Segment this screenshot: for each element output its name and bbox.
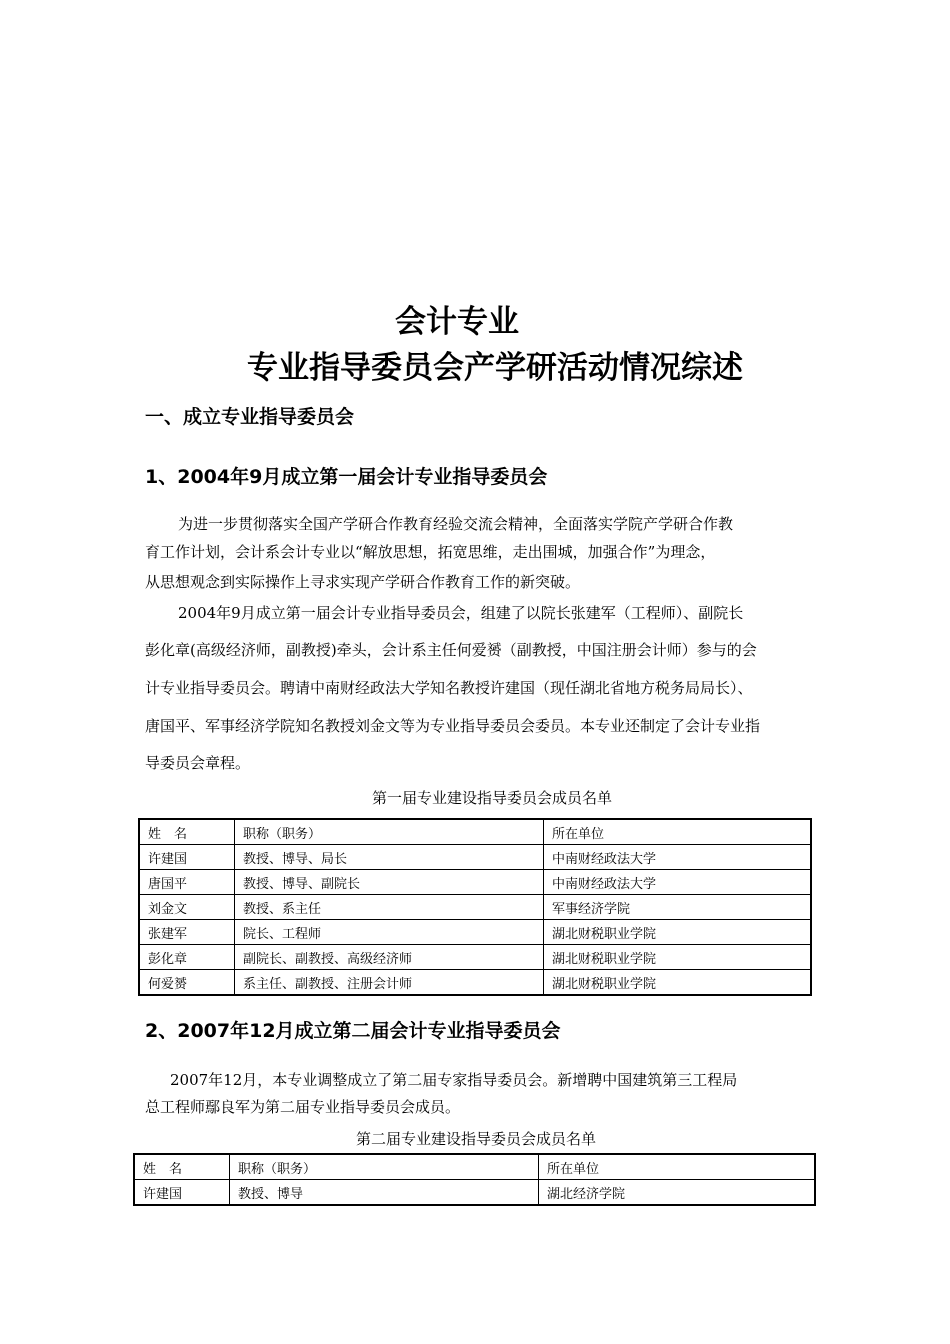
- unit-cell: 中南财经政法大学: [544, 870, 812, 895]
- paragraph-line: 从思想观念到实际操作上寻求实现产学研合作教育工作的新突破。: [145, 573, 581, 591]
- name-cell: 许建国: [134, 1180, 230, 1206]
- title-cell: 教授、博导、副院长: [235, 870, 544, 895]
- table-row: [134, 1180, 815, 1206]
- paragraph-line: 彭化章(高级经济师，副教授)牵头，会计系主任何爱赟（副教授，中国注册会计师）参与的会: [145, 641, 757, 659]
- table-row: [139, 870, 811, 895]
- paragraph-line: 2004年9月成立第一届会计专业指导委员会，组建了以院长张建军（工程师）、副院长: [178, 604, 744, 622]
- title-cell: 教授、博导: [230, 1180, 539, 1206]
- document-subtitle: 专业指导委员会产学研活动情况综述: [247, 350, 743, 386]
- paragraph-line: 唐国平、军事经济学院知名教授刘金文等为专业指导委员会委员。本专业还制定了会计专业指: [145, 717, 761, 735]
- header-cell: 职称（职务）: [230, 1154, 539, 1180]
- name-cell: 许建国: [139, 845, 235, 870]
- name-cell: 彭化章: [139, 945, 235, 970]
- table-caption: 第二届专业建设指导委员会成员名单: [356, 1130, 597, 1148]
- unit-cell: 军事经济学院: [544, 895, 812, 920]
- paragraph-line: 为进一步贯彻落实全国产学研合作教育经验交流会精神，全面落实学院产学研合作教: [178, 515, 734, 533]
- name-cell: 刘金文: [139, 895, 235, 920]
- paragraph-line: 总工程师鄢良军为第二届专业指导委员会成员。: [145, 1098, 461, 1116]
- name-cell: 唐国平: [139, 870, 235, 895]
- name-cell: 何爱赟: [139, 970, 235, 996]
- title-cell: 系主任、副教授、注册会计师: [235, 970, 544, 996]
- table-row: [139, 970, 811, 996]
- unit-cell: 湖北财税职业学院: [544, 945, 812, 970]
- members-table-2: [133, 1153, 816, 1206]
- title-cell: 院长、工程师: [235, 920, 544, 945]
- subsection-heading-1: 1、2004年9月成立第一届会计专业指导委员会: [145, 466, 548, 488]
- table-header-row: [134, 1154, 815, 1180]
- members-table-1: [138, 818, 812, 996]
- paragraph-line: 导委员会章程。: [145, 754, 251, 772]
- header-cell: 所在单位: [544, 819, 812, 845]
- table-row: [139, 845, 811, 870]
- header-cell: 所在单位: [539, 1154, 816, 1180]
- table-header-row: [139, 819, 811, 845]
- unit-cell: 湖北财税职业学院: [544, 970, 812, 996]
- table-row: [139, 945, 811, 970]
- table-caption: 第一届专业建设指导委员会成员名单: [372, 789, 613, 807]
- header-cell: 姓 名: [139, 819, 235, 845]
- title-cell: 副院长、副教授、高级经济师: [235, 945, 544, 970]
- table-row: [139, 920, 811, 945]
- section-heading: 一、成立专业指导委员会: [145, 406, 355, 428]
- document-title: 会计专业: [395, 304, 519, 340]
- name-cell: 张建军: [139, 920, 235, 945]
- unit-cell: 湖北经济学院: [539, 1180, 816, 1206]
- title-cell: 教授、博导、局长: [235, 845, 544, 870]
- header-cell: 姓 名: [134, 1154, 230, 1180]
- paragraph-line: 计专业指导委员会。聘请中南财经政法大学知名教授许建国（现任湖北省地方税务局局长）、: [145, 679, 753, 697]
- paragraph-line: 育工作计划，会计系会计专业以“解放思想，拓宽思维，走出围城，加强合作”为理念，: [145, 543, 716, 561]
- paragraph-line: 2007年12月，本专业调整成立了第二届专家指导委员会。新增聘中国建筑第三工程局: [170, 1071, 738, 1089]
- table-row: [139, 895, 811, 920]
- header-cell: 职称（职务）: [235, 819, 544, 845]
- subsection-heading-2: 2、2007年12月成立第二届会计专业指导委员会: [145, 1020, 561, 1042]
- unit-cell: 湖北财税职业学院: [544, 920, 812, 945]
- title-cell: 教授、系主任: [235, 895, 544, 920]
- unit-cell: 中南财经政法大学: [544, 845, 812, 870]
